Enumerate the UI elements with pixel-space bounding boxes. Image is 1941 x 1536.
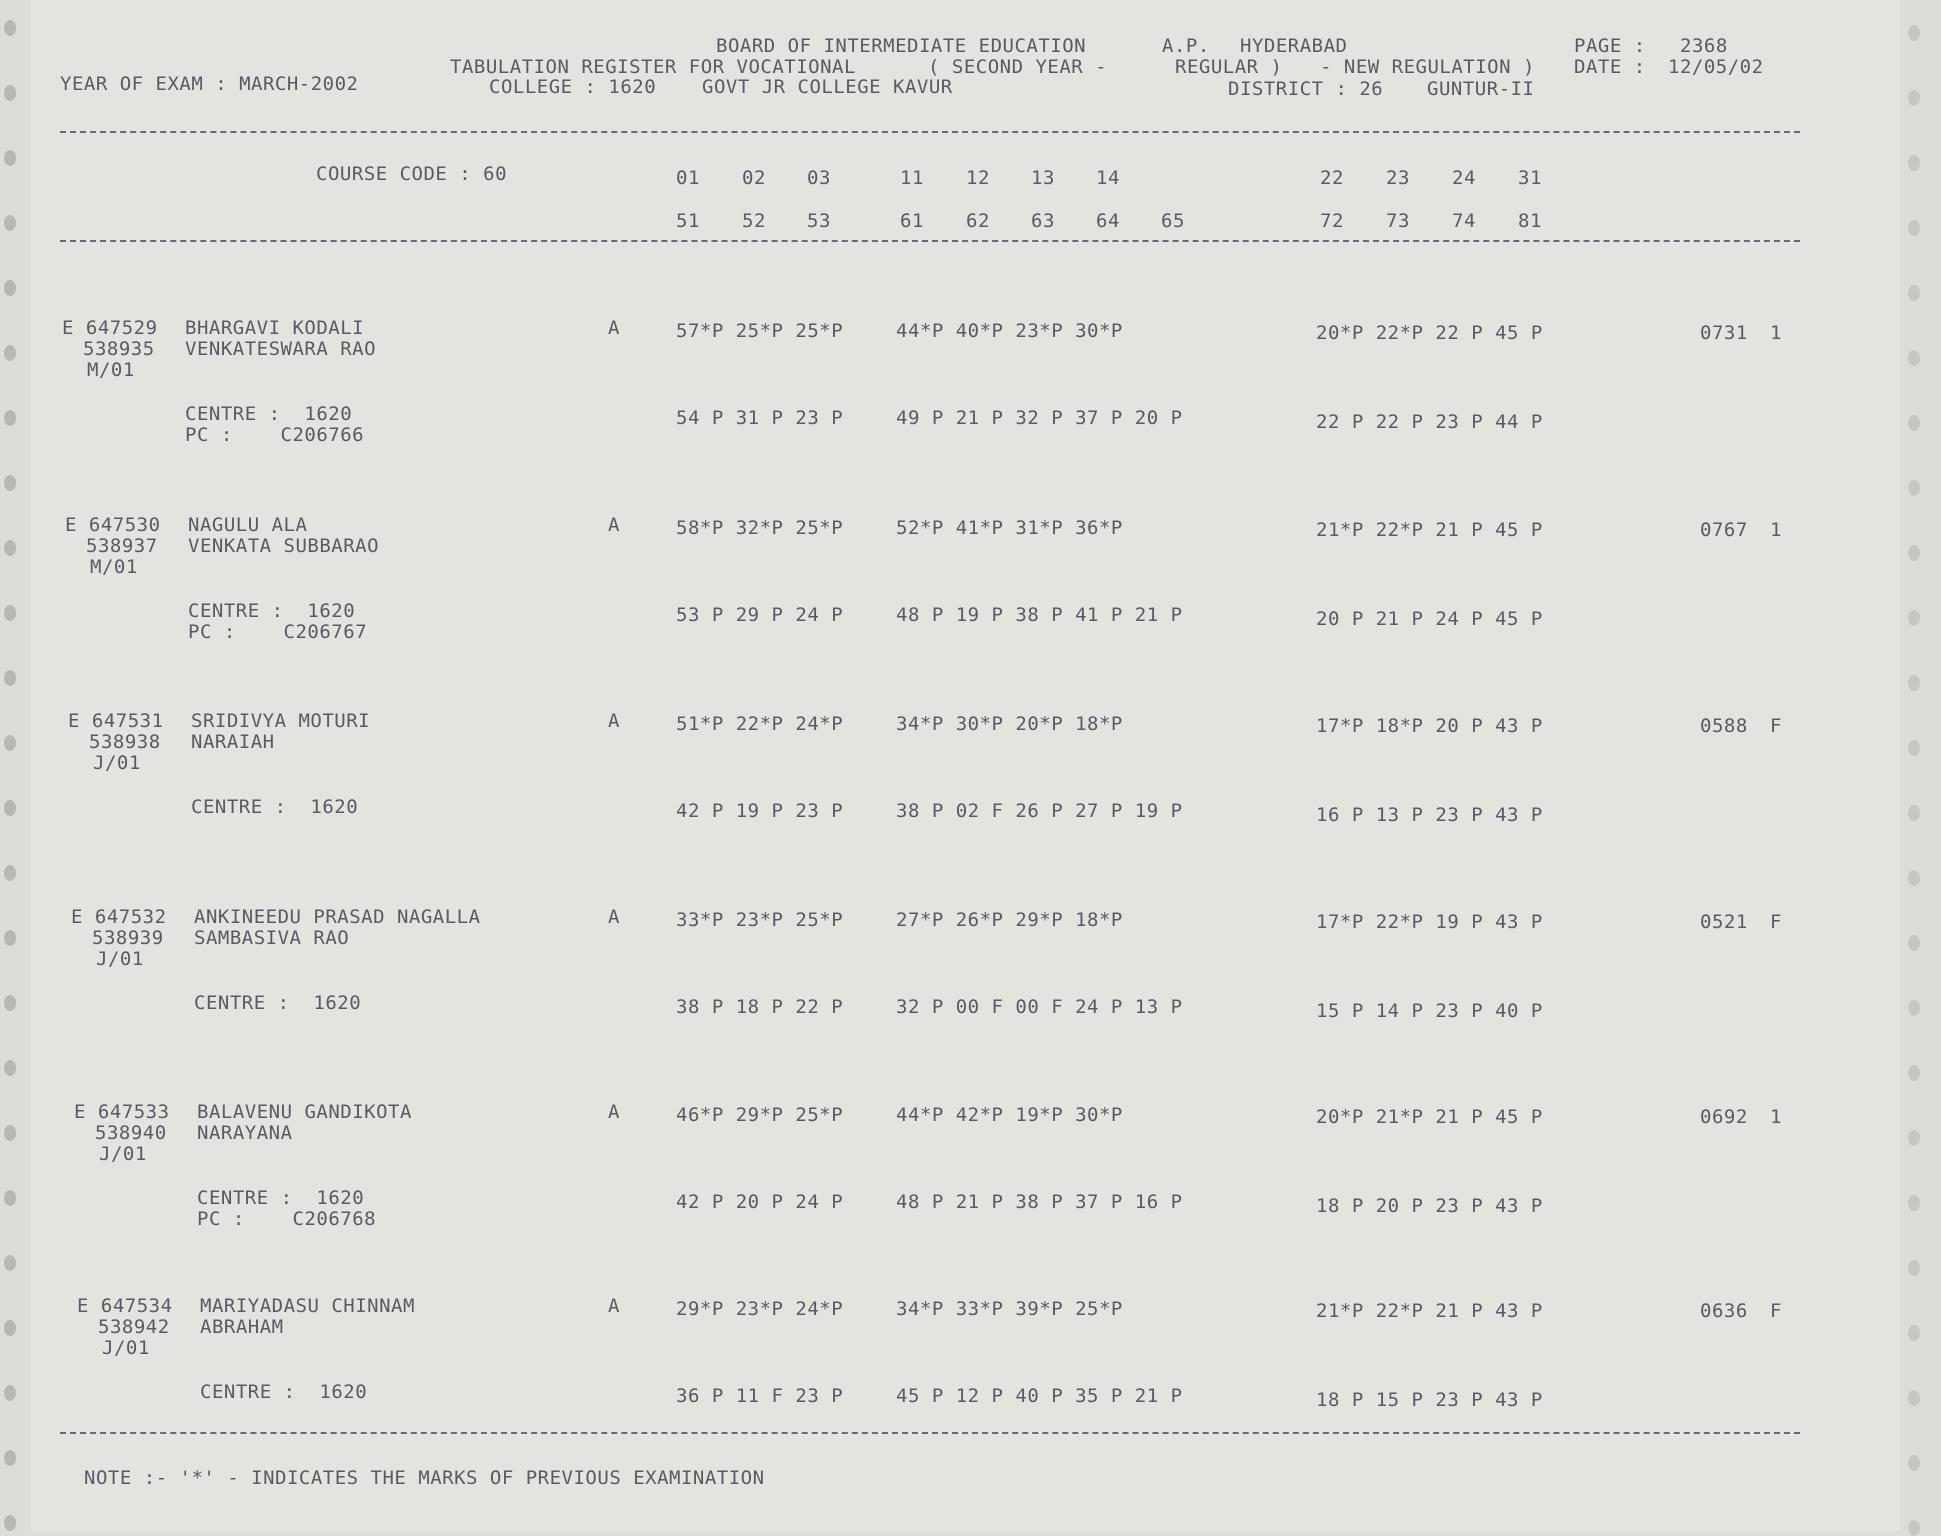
subject-code: 14 [1096,167,1120,189]
marks-part1-group1: 46*P 29*P 25*P [676,1104,844,1126]
student-name: ANKINEEDU PRASAD NAGALLA [194,906,481,928]
perforation-hole [4,1255,16,1271]
result: 1 [1770,1106,1782,1128]
divider-bottom [60,1432,1800,1434]
regulation-label: - NEW REGULATION ) [1320,56,1535,78]
subject-code: 11 [900,167,924,189]
state-abbrev: A.P. [1162,35,1210,57]
perforation-hole [4,1515,16,1531]
subject-code: 01 [676,167,700,189]
perforation-hole [4,410,16,426]
father-name: SAMBASIVA RAO [194,927,350,949]
marks-part1-group1: 57*P 25*P 25*P [676,320,844,342]
marks-part1-group3: 21*P 22*P 21 P 43 P [1316,1300,1543,1322]
subject-code: 62 [966,210,990,232]
centre: CENTRE : 1620 [200,1381,368,1403]
marks-part1-group3: 21*P 22*P 21 P 45 P [1316,519,1543,541]
perforation-hole [4,995,16,1011]
course-code: COURSE CODE : 60 [316,163,508,185]
photo-code: PC : C206767 [188,621,368,643]
subject-code: 24 [1452,167,1476,189]
page-label: PAGE : [1574,35,1646,57]
perforation-hole [1908,1390,1920,1406]
regular-label: REGULAR ) [1175,56,1283,78]
subject-code: 73 [1386,210,1410,232]
total-marks: 0767 [1700,519,1748,541]
board-title: BOARD OF INTERMEDIATE EDUCATION [716,35,1087,57]
marks-part2-group1: 42 P 20 P 24 P [676,1191,844,1213]
perforation-hole [4,1190,16,1206]
grade: A [608,710,620,732]
category-code: J/01 [93,752,141,774]
centre: CENTRE : 1620 [191,796,359,818]
subject-code: 61 [900,210,924,232]
perforation-hole [1908,1520,1920,1536]
perforation-hole [4,85,16,101]
category-code: J/01 [102,1337,150,1359]
perforation-hole [4,20,16,36]
date-label: DATE : [1574,56,1646,78]
total-marks: 0588 [1700,715,1748,737]
perforation-hole [1908,480,1920,496]
marks-part2-group1: 54 P 31 P 23 P [676,407,844,429]
subject-code: 22 [1320,167,1344,189]
perforation-hole [1908,805,1920,821]
perforation-hole [4,475,16,491]
student-name: NAGULU ALA [188,514,308,536]
perforation-hole [4,930,16,946]
candidate-code: 538940 [95,1122,167,1144]
candidate-code: 538942 [98,1316,170,1338]
grade: A [608,1101,620,1123]
perforation-hole [4,1320,16,1336]
marks-part2-group1: 36 P 11 F 23 P [676,1385,844,1407]
perforation-hole [1908,740,1920,756]
student-name: SRIDIVYA MOTURI [191,710,371,732]
category-code: J/01 [96,948,144,970]
page-number: 2368 [1680,35,1728,57]
father-name: NARAYANA [197,1122,293,1144]
result: F [1770,715,1782,737]
perforation-hole [1908,1065,1920,1081]
marks-part1-group1: 33*P 23*P 25*P [676,909,844,931]
student-name: MARIYADASU CHINNAM [200,1295,415,1317]
perforation-hole [4,670,16,686]
marks-part2-group3: 18 P 20 P 23 P 43 P [1316,1195,1543,1217]
father-name: ABRAHAM [200,1316,284,1338]
perforation-hole [1908,350,1920,366]
perforation-hole [4,1125,16,1141]
perforation-hole [1908,155,1920,171]
marks-part2-group1: 53 P 29 P 24 P [676,604,844,626]
perforation-hole [4,865,16,881]
subject-code: 31 [1518,167,1542,189]
marks-part1-group2: 34*P 33*P 39*P 25*P [896,1298,1123,1320]
grade: A [608,906,620,928]
perforation-hole [1908,675,1920,691]
perforation-hole [4,605,16,621]
district-code: DISTRICT : 26 [1228,78,1384,100]
centre: CENTRE : 1620 [197,1187,365,1209]
subject-code: 03 [807,167,831,189]
perforation-hole [1908,220,1920,236]
marks-part2-group3: 22 P 22 P 23 P 44 P [1316,411,1543,433]
father-name: VENKATESWARA RAO [185,338,377,360]
total-marks: 0636 [1700,1300,1748,1322]
perforation-hole [4,1450,16,1466]
second-year-label: ( SECOND YEAR - [928,56,1108,78]
subject-code: 65 [1161,210,1185,232]
perforation-hole [1908,1325,1920,1341]
candidate-code: 538938 [89,731,161,753]
roll-number: E 647530 [65,514,161,536]
perforation-hole [1908,1195,1920,1211]
marks-part1-group2: 44*P 40*P 23*P 30*P [896,320,1123,342]
marks-part1-group3: 20*P 21*P 21 P 45 P [1316,1106,1543,1128]
result: F [1770,1300,1782,1322]
perforation-hole [4,540,16,556]
result: 1 [1770,322,1782,344]
exam-year: YEAR OF EXAM : MARCH-2002 [60,73,359,95]
perforation-hole [1908,935,1920,951]
marks-part2-group2: 45 P 12 P 40 P 35 P 21 P [896,1385,1183,1407]
marks-part2-group3: 16 P 13 P 23 P 43 P [1316,804,1543,826]
subject-code: 53 [807,210,831,232]
marks-part1-group1: 29*P 23*P 24*P [676,1298,844,1320]
perforation-hole [1908,90,1920,106]
college-code: COLLEGE : 1620 [489,76,657,98]
roll-number: E 647534 [77,1295,173,1317]
grade: A [608,317,620,339]
subject-code: 74 [1452,210,1476,232]
total-marks: 0521 [1700,911,1748,933]
perforation-hole [1908,1260,1920,1276]
father-name: NARAIAH [191,731,275,753]
roll-number: E 647533 [74,1101,170,1123]
divider-header [60,240,1800,242]
district-name: GUNTUR-II [1427,78,1535,100]
marks-part1-group3: 17*P 18*P 20 P 43 P [1316,715,1543,737]
perforation-hole [4,800,16,816]
roll-number: E 647529 [62,317,158,339]
subject-code: 81 [1518,210,1542,232]
perforation-hole [4,345,16,361]
centre: CENTRE : 1620 [188,600,356,622]
candidate-code: 538935 [83,338,155,360]
perforation-hole [1908,415,1920,431]
subject-code: 13 [1031,167,1055,189]
student-name: BALAVENU GANDIKOTA [197,1101,412,1123]
marks-part2-group2: 32 P 00 F 00 F 24 P 13 P [896,996,1183,1018]
perforation-hole [1908,1455,1920,1471]
grade: A [608,514,620,536]
marks-part2-group3: 15 P 14 P 23 P 40 P [1316,1000,1543,1022]
perforation-hole [1908,285,1920,301]
result: 1 [1770,519,1782,541]
perforation-hole [1908,25,1920,41]
perforation-hole [1908,610,1920,626]
category-code: M/01 [87,359,135,381]
marks-part2-group1: 38 P 18 P 22 P [676,996,844,1018]
college-name: GOVT JR COLLEGE KAVUR [702,76,953,98]
total-marks: 0692 [1700,1106,1748,1128]
subject-code: 64 [1096,210,1120,232]
centre: CENTRE : 1620 [194,992,362,1014]
subject-code: 51 [676,210,700,232]
marks-part2-group3: 18 P 15 P 23 P 43 P [1316,1389,1543,1411]
photo-code: PC : C206766 [185,424,365,446]
perforation-hole [4,280,16,296]
perforation-hole [4,1385,16,1401]
perforation-hole [4,1060,16,1076]
subject-code: 63 [1031,210,1055,232]
candidate-code: 538937 [86,535,158,557]
footnote: NOTE :- '*' - INDICATES THE MARKS OF PREVIOUS EXAMINATION [84,1467,765,1489]
photo-code: PC : C206768 [197,1208,377,1230]
subject-code: 72 [1320,210,1344,232]
city-name: HYDERABAD [1240,35,1348,57]
subject-code: 02 [742,167,766,189]
marks-part2-group2: 48 P 19 P 38 P 41 P 21 P [896,604,1183,626]
category-code: J/01 [99,1143,147,1165]
marks-part2-group3: 20 P 21 P 24 P 45 P [1316,608,1543,630]
marks-part1-group1: 51*P 22*P 24*P [676,713,844,735]
roll-number: E 647531 [68,710,164,732]
marks-part1-group2: 34*P 30*P 20*P 18*P [896,713,1123,735]
marks-part2-group1: 42 P 19 P 23 P [676,800,844,822]
subject-code: 12 [966,167,990,189]
register-title: TABULATION REGISTER FOR VOCATIONAL [450,56,856,78]
marks-part1-group3: 20*P 22*P 22 P 45 P [1316,322,1543,344]
perforation-hole [1908,1000,1920,1016]
father-name: VENKATA SUBBARAO [188,535,380,557]
marks-part2-group2: 49 P 21 P 32 P 37 P 20 P [896,407,1183,429]
perforation-hole [1908,1130,1920,1146]
divider-top [60,131,1800,133]
perforation-hole [4,735,16,751]
grade: A [608,1295,620,1317]
candidate-code: 538939 [92,927,164,949]
marks-part2-group2: 38 P 02 F 26 P 27 P 19 P [896,800,1183,822]
student-name: BHARGAVI KODALI [185,317,365,339]
perforation-hole [4,150,16,166]
result: F [1770,911,1782,933]
marks-part1-group3: 17*P 22*P 19 P 43 P [1316,911,1543,933]
perforation-hole [1908,545,1920,561]
subject-code: 23 [1386,167,1410,189]
roll-number: E 647532 [71,906,167,928]
marks-part1-group1: 58*P 32*P 25*P [676,517,844,539]
print-date: 12/05/02 [1668,56,1764,78]
centre: CENTRE : 1620 [185,403,353,425]
perforation-hole [4,215,16,231]
subject-code: 52 [742,210,766,232]
perforation-hole [1908,870,1920,886]
marks-part2-group2: 48 P 21 P 38 P 37 P 16 P [896,1191,1183,1213]
marks-part1-group2: 27*P 26*P 29*P 18*P [896,909,1123,931]
category-code: M/01 [90,556,138,578]
total-marks: 0731 [1700,322,1748,344]
marks-part1-group2: 52*P 41*P 31*P 36*P [896,517,1123,539]
marks-part1-group2: 44*P 42*P 19*P 30*P [896,1104,1123,1126]
